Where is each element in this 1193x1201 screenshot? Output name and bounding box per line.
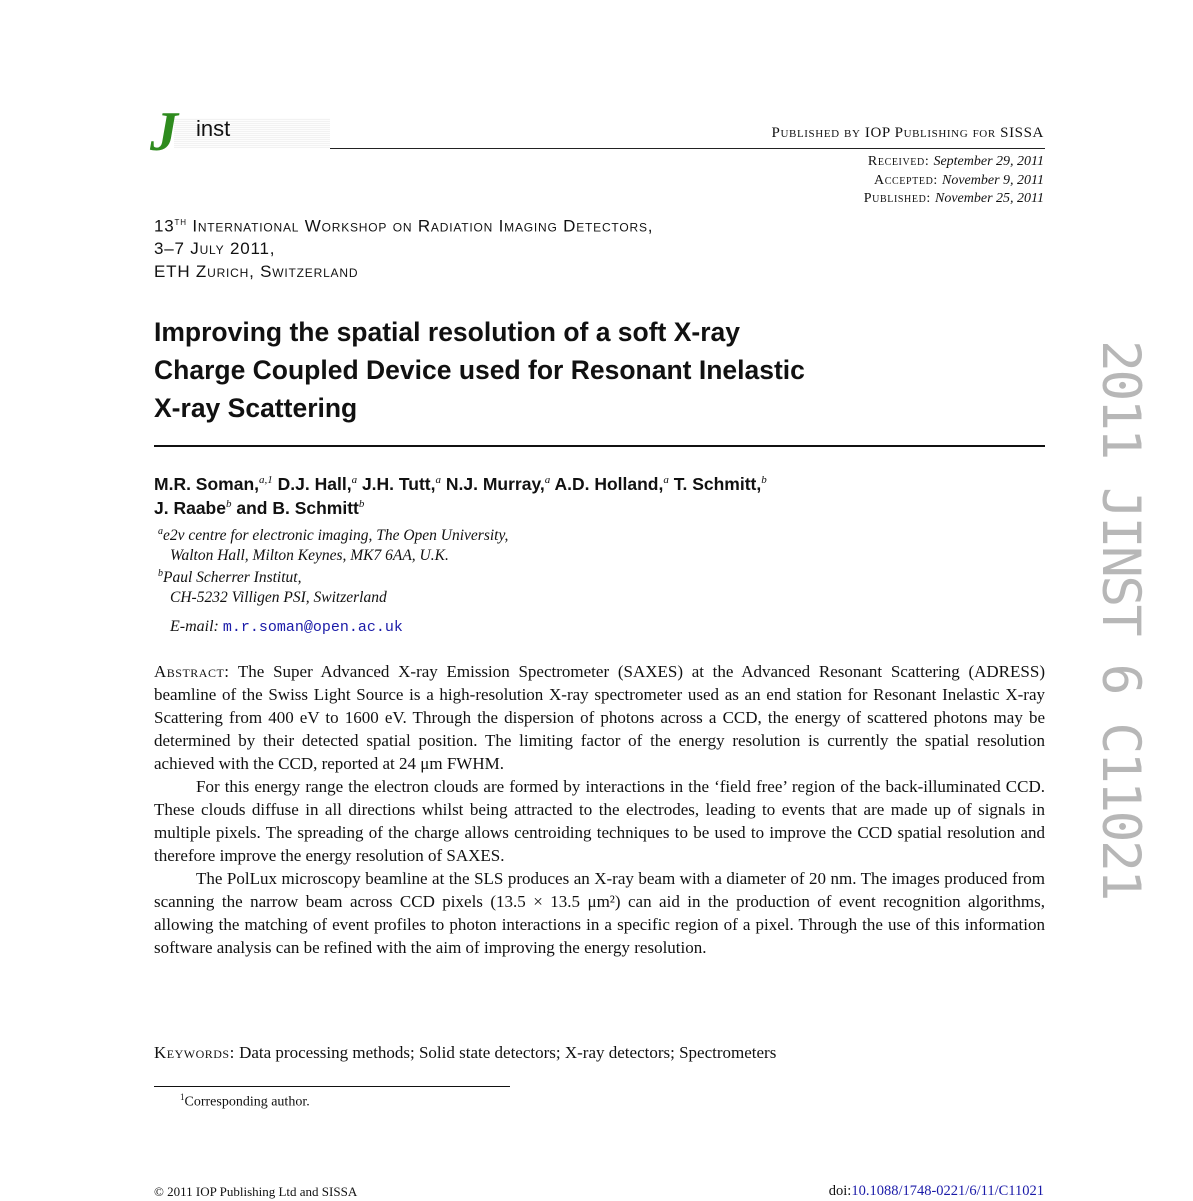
affiliation-a-line-2: Walton Hall, Milton Keynes, MK7 6AA, U.K. (170, 547, 449, 564)
author: M.R. Soman, (154, 474, 260, 494)
abstract-label: Abstract: (154, 662, 230, 681)
author-affiliation-mark: a (544, 474, 551, 487)
email-link[interactable]: m.r.soman@open.ac.uk (222, 619, 403, 636)
accepted-value: November 9, 2011 (942, 173, 1044, 188)
title-line-2: Charge Coupled Device used for Resonant Inelastic (154, 355, 805, 385)
affiliation-b-line-1: Paul Scherrer Institut, (163, 569, 302, 587)
email-label: E-mail: (170, 618, 219, 635)
keywords (154, 1043, 776, 1063)
conference-line-2: 3–7 July 2011, (154, 239, 276, 258)
journal-logo (150, 101, 332, 164)
author: J.H. Tutt, (361, 474, 436, 494)
affiliation-b (158, 568, 301, 587)
author-affiliation-mark: a (435, 474, 441, 487)
author: J. Raabe (154, 498, 226, 518)
affiliation-b-line-2: CH-5232 Villigen PSI, Switzerland (170, 589, 387, 606)
received-label: Received: (867, 154, 930, 169)
keywords-label: Keywords: (154, 1043, 235, 1062)
header-rule (330, 148, 1045, 149)
logo-word: inst (196, 116, 231, 141)
doi-label: doi: (828, 1183, 852, 1199)
doi-link[interactable]: 10.1088/1748-0221/6/11/C11021 (851, 1183, 1044, 1199)
author-affiliation-mark: b (761, 474, 767, 487)
sidebar-identifier (1086, 340, 1151, 899)
footnote-mark: 1 (180, 1092, 185, 1102)
title-line-3: X-ray Scattering (154, 393, 358, 423)
footnote-text: Corresponding author. (184, 1094, 310, 1110)
author-affiliation-mark: a (351, 474, 358, 487)
author: D.J. Hall, (277, 474, 352, 494)
conference-ordinal-suffix: th (174, 216, 187, 228)
conference-line-3: ETH Zurich, Switzerland (154, 262, 359, 281)
affiliation-b-mark: b (158, 568, 163, 579)
abstract-paragraph-2: For this energy range the electron clouds are formed by interactions in the ‘field free’ region of the back-illuminated CCD. These clouds diffuse in all directions whilst being attracted to the electrodes, leading to events that are made up of signals in multiple pixels. The spreading of the charge allows centroiding techniques to be used to improve the CCD spatial resolution and therefore improve the energy resolution of SAXES. (154, 777, 1045, 865)
author: A.D. Holland, (554, 474, 664, 494)
authors-line-1 (154, 474, 767, 495)
affiliation-a (158, 526, 508, 545)
author: N.J. Murray, (445, 474, 545, 494)
published-date (864, 191, 1044, 207)
title-rule (154, 445, 1045, 447)
abstract (154, 660, 1045, 959)
author-affiliation-mark: a,1 (259, 474, 273, 487)
conference-ordinal: 13 (154, 216, 175, 236)
authors-line-2 (154, 498, 364, 519)
published-value: November 25, 2011 (935, 191, 1044, 206)
email-line (170, 618, 403, 636)
footnote-rule (154, 1086, 510, 1087)
sidebar-text: 2011 JINST 6 C11021 (1090, 340, 1151, 899)
doi (829, 1183, 1044, 1200)
accepted-date (874, 173, 1044, 189)
published-label: Published: (863, 191, 931, 206)
title-line-1: Improving the spatial resolution of a soft X-ray (154, 317, 741, 347)
author: and B. Schmitt (236, 498, 359, 518)
copyright: © 2011 IOP Publishing Ltd and SISSA (154, 1184, 358, 1199)
affiliation-a-line-1: e2v centre for electronic imaging, The Open University, (163, 527, 509, 545)
affiliation-a-mark: a (158, 526, 163, 537)
author: T. Schmitt, (673, 474, 762, 494)
publisher-line: Published by IOP Publishing for SISSA (771, 125, 1044, 141)
keywords-text: Data processing methods; Solid state detectors; X-ray detectors; Spectrometers (239, 1043, 777, 1062)
logo-letter: J (150, 101, 178, 163)
abstract-paragraph-3: The PolLux microscopy beamline at the SLS produces an X-ray beam with a diameter of 20 nm. The images produced from scanning the narrow beam across CCD pixels (13.5 × 13.5 μm²) can aid in the production of event recognition algorithms, allowing the matching of event profiles to photon interactions in a specific region of a pixel. Through the use of this information software analysis can be refined with the aim of improving the energy resolution. (154, 869, 1045, 957)
author-affiliation-mark: b (358, 498, 365, 511)
accepted-label: Accepted: (874, 173, 938, 188)
abstract-paragraph-1 (154, 660, 1045, 775)
footnote (180, 1092, 310, 1111)
conference-name: International Workshop on Radiation Imaging Detectors, (192, 216, 654, 236)
received-date (868, 154, 1044, 170)
abstract-text-1: The Super Advanced X-ray Emission Spectrometer (SAXES) at the Advanced Resonant Scattering (ADRESS) beamline of the Swiss Light Source is a high-resolution X-ray spectrometer used as an end station for Resonant Inelastic X-ray Scattering from 400 eV to 1600 eV. Through the dispersion of photons across a CCD, the energy of scattered photons may be determined by their detected spatial position. The limiting factor of the energy resolution is currently the spatial resolution achieved with the CCD, reported at 24 μm FWHM. (154, 662, 1045, 773)
conference-line-1 (154, 216, 653, 237)
author-affiliation-mark: a (663, 474, 669, 487)
received-value: September 29, 2011 (933, 154, 1044, 169)
paper-title (154, 313, 1054, 427)
author-affiliation-mark: b (225, 498, 232, 511)
